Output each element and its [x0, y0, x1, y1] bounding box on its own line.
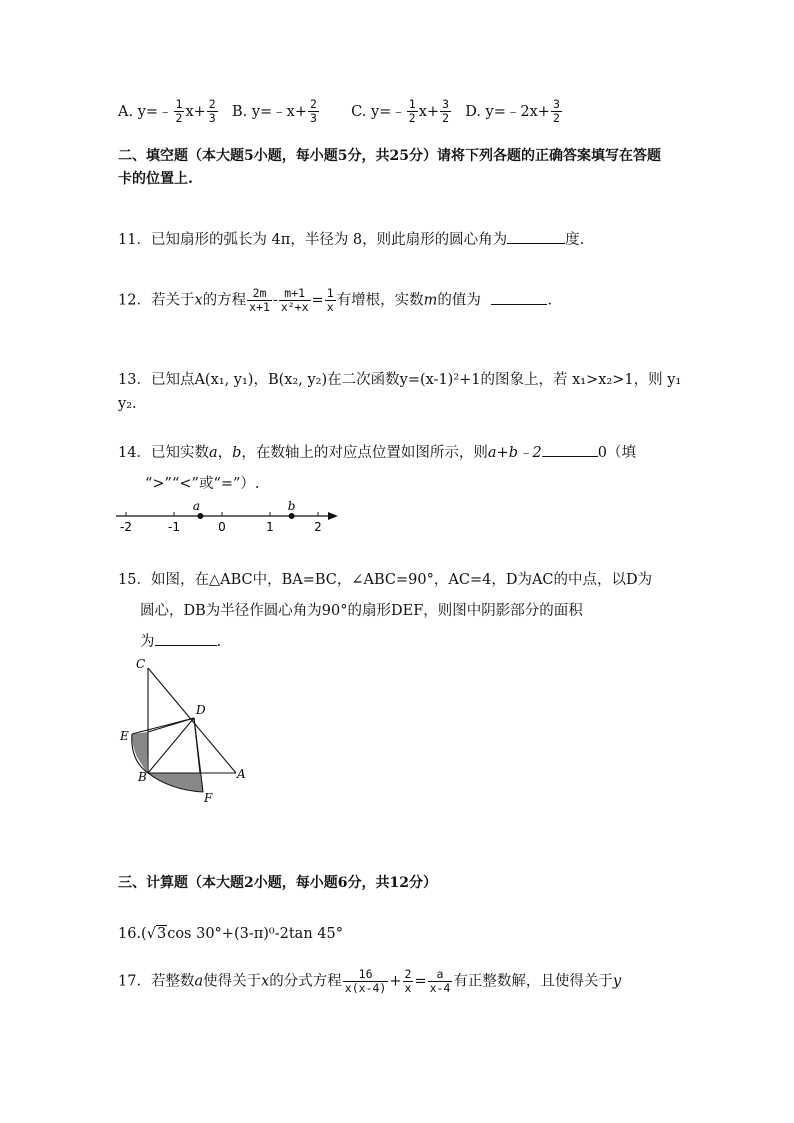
segment-d-left	[148, 718, 194, 732]
question-15-prefix: 为	[140, 634, 155, 650]
question-17-mid2: 的分式方程	[269, 973, 342, 990]
question-17-after: 有正整数解，且使得关于	[453, 973, 613, 990]
equals-sign: =	[311, 292, 324, 309]
option-c-frac1	[407, 98, 418, 125]
frac-num: 2	[404, 967, 412, 981]
var-b: b	[232, 445, 242, 461]
question-12-after: 有增根，实数	[336, 292, 424, 309]
frac-den: 2	[408, 111, 416, 126]
option-b-frac	[308, 98, 319, 125]
point-b-label: b	[287, 499, 296, 513]
expression: a+b﹣2	[487, 445, 542, 461]
option-c	[351, 97, 456, 126]
answer-blank-14[interactable]	[542, 442, 598, 457]
label-f: F	[204, 791, 213, 805]
axis-tick-label: 0	[218, 520, 226, 534]
q12-frac1	[247, 287, 272, 314]
option-a	[118, 97, 223, 126]
label-a: A	[237, 767, 246, 781]
frac-num: 1	[408, 97, 416, 111]
frac-num: 1	[175, 97, 183, 111]
option-b	[231, 97, 325, 126]
point-b-dot	[289, 513, 295, 519]
question-16-prefix: 16.(	[118, 926, 147, 942]
frac-num: m+1	[279, 287, 311, 301]
number-line-arrowhead	[328, 512, 338, 520]
geometry-figure	[112, 650, 262, 810]
question-15-line1: 15．如图，在△ABC中，BA=BC，∠ABC=90°，AC=4，D为AC的中点，以D为	[118, 572, 653, 588]
answer-blank-12[interactable]	[491, 290, 547, 305]
question-16-rest: cos 30°+(3-π)⁰-2tan 45°	[167, 926, 343, 942]
frac-num: 2	[208, 97, 216, 111]
q17-frac3	[428, 968, 453, 995]
point-a-dot	[197, 513, 203, 519]
question-12-suffix: .	[547, 292, 553, 309]
question-12-mid: 的方程	[202, 292, 247, 309]
option-a-prefix: A. y=﹣	[118, 103, 173, 120]
option-c-frac2	[440, 98, 451, 125]
number-line-figure	[112, 496, 344, 536]
label-e: E	[120, 729, 129, 743]
shaded-region-left	[132, 732, 148, 773]
sqrt-arg: 3	[156, 926, 167, 942]
question-11	[118, 228, 584, 249]
options-row	[118, 98, 563, 125]
axis-tick-label: -2	[120, 520, 132, 534]
label-c: C	[136, 657, 146, 671]
minus-sign: -	[272, 292, 278, 309]
axis-tick-label: 1	[266, 520, 274, 534]
option-d-prefix: D. y=﹣2x+	[465, 103, 550, 120]
question-15-line2: 圆心，DB为半径作圆心角为90°的扇形DEF，则图中阴影部分的面积	[140, 603, 583, 619]
var-y: y	[612, 973, 622, 990]
frac-num: 16	[343, 968, 389, 982]
option-c-prefix: C. y=﹣	[351, 103, 406, 120]
question-11-text: 11．已知扇形的弧长为 4π，半径为 8，则此扇形的圆心角为	[118, 232, 508, 248]
q12-frac3	[325, 287, 336, 314]
section2-heading-line2: 卡的位置上.	[118, 171, 193, 187]
var-a: a	[194, 973, 204, 990]
axis-tick-label: 2	[314, 520, 322, 534]
sqrt-expression: √3	[146, 926, 167, 942]
frac-den: 3	[310, 111, 317, 126]
frac-den: 2	[175, 111, 183, 126]
option-d	[465, 97, 563, 126]
section2-heading-line1: 二、填空题（本大题5小题，每小题5分，共25分）请将下列各题的正确答案填写在答题	[118, 148, 661, 164]
section3-heading: 三、计算题（本大题2小题，每小题6分，共12分）	[118, 875, 437, 891]
question-16	[118, 926, 343, 942]
frac-den: x-4	[429, 981, 451, 996]
question-14-prefix: 14．已知实数	[118, 445, 209, 461]
answer-blank-11[interactable]	[507, 229, 565, 244]
var-x: x	[261, 973, 270, 990]
label-b: B	[138, 770, 147, 784]
frac-num: 3	[442, 97, 449, 111]
shaded-region-bottom	[148, 773, 203, 792]
question-12	[118, 287, 552, 314]
frac-den: x+1	[249, 300, 270, 315]
question-15-line3	[140, 630, 221, 651]
plus-sign: +	[389, 973, 402, 990]
frac-num: a	[428, 968, 453, 982]
q17-frac1	[343, 968, 389, 995]
question-11-suffix: 度.	[565, 232, 585, 248]
frac-num: 3	[552, 97, 560, 111]
equals-sign: =	[414, 973, 427, 990]
question-12-prefix: 12．若关于	[118, 292, 195, 309]
answer-blank-15[interactable]	[155, 631, 217, 646]
axis-tick-label: -1	[168, 520, 180, 534]
frac-num: 2m	[247, 287, 272, 301]
frac-den: x	[404, 981, 412, 996]
frac-den: x²+x	[280, 300, 309, 315]
option-a-mid: x+	[185, 103, 206, 120]
frac-num: 1	[326, 286, 334, 300]
var-a: a	[208, 445, 218, 461]
q12-frac2	[279, 287, 311, 314]
frac-den: 2	[552, 111, 560, 126]
segment-db	[148, 718, 194, 773]
q17-frac2	[403, 968, 414, 995]
var-x: x	[194, 292, 203, 309]
option-d-frac	[551, 98, 562, 125]
question-13-line1: 13．已知点A(x₁, y₁)，B(x₂, y₂)在二次函数y=(x-1)²+1的图象上，若 x₁>x₂>1，则 y₁	[118, 372, 682, 388]
option-a-frac2	[207, 98, 218, 125]
frac-num: 2	[310, 97, 317, 111]
label-d: D	[196, 703, 206, 717]
frac-den: 2	[442, 111, 449, 126]
frac-den: x(x-4)	[344, 981, 387, 996]
option-a-frac1	[174, 98, 185, 125]
separator: ，	[217, 445, 233, 461]
var-m: m	[423, 292, 438, 309]
question-13-line2: y₂.	[118, 396, 137, 412]
question-17-prefix: 17．若整数	[118, 973, 195, 990]
question-14-line1	[118, 441, 636, 462]
frac-den: 3	[208, 111, 216, 126]
question-12-after2: 的值为	[437, 292, 481, 309]
question-17	[118, 968, 621, 995]
question-17-mid: 使得关于	[203, 973, 262, 990]
point-a-label: a	[192, 499, 200, 513]
question-14-suffix: 0（填	[597, 445, 636, 461]
question-14-line2: “>”“<”或“=”）.	[145, 476, 260, 492]
question-15-suffix: .	[216, 634, 222, 650]
option-b-prefix: B. y=﹣x+	[231, 103, 307, 120]
question-14-mid: ，在数轴上的对应点位置如图所示，则	[241, 445, 488, 461]
option-c-mid: x+	[418, 103, 440, 120]
frac-den: x	[326, 300, 334, 315]
